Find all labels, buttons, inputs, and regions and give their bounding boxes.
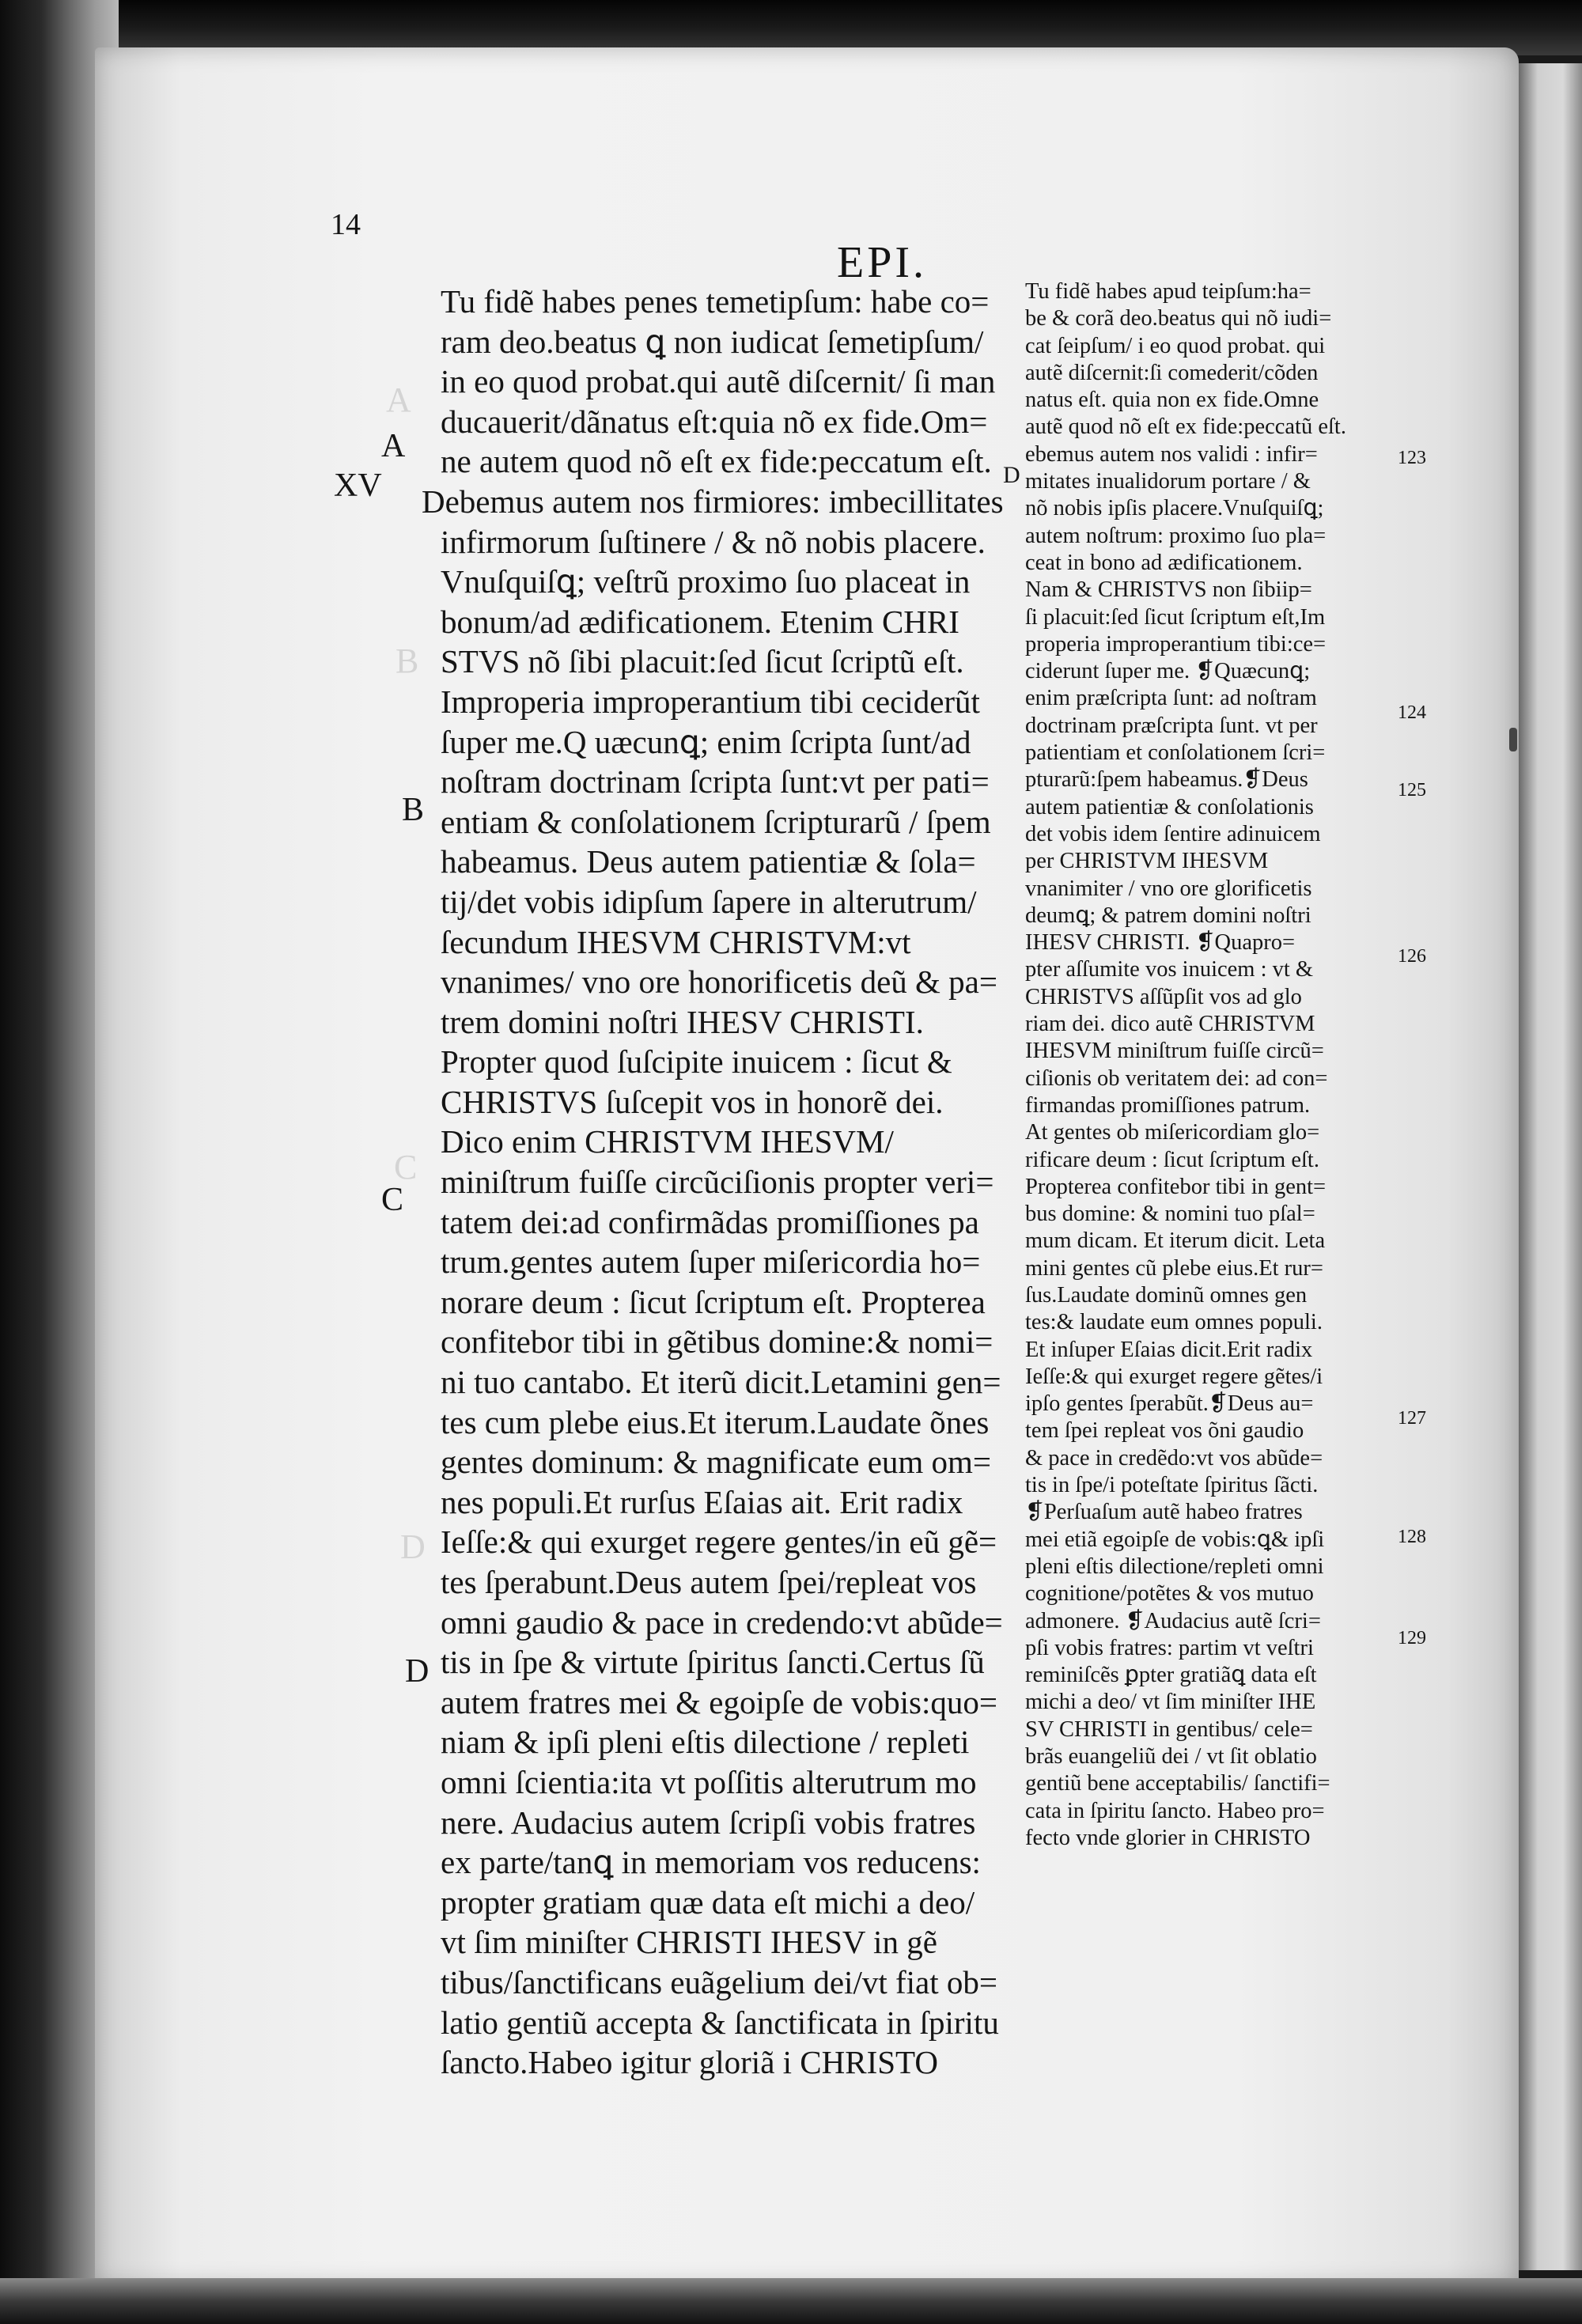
left-column-latin-text [422,282,1010,2083]
verse-number: 128 [1398,1527,1426,1547]
text-line: Propterea confitebor tibi in gent= [1025,1174,1327,1199]
text-line: be & corã deo.beatus qui nõ iudi= [1025,306,1332,331]
text-line: reminiſcẽs ꝑpter gratiãꝗ data eſt [1025,1663,1317,1688]
text-line: ſi placuit:ſed ſicut ſcriptum eſt,Im [1025,604,1326,630]
text-line: tes cum plebe eius.Et iterum.Laudate õnes [441,1403,990,1440]
text-line: riam dei. dico autẽ CHRISTVM [1025,1012,1315,1037]
margin-letter-b: B [402,792,425,828]
text-line: propter gratiam quæ data eſt michi a deo/ [441,1883,975,1921]
text-line: ducauerit/dãnatus eſt:quia nõ ex fide.Om= [441,403,988,440]
text-line: ni tuo cantabo. Et iterũ dicit.Letamini gen= [441,1364,1001,1401]
running-head: EPI. [837,238,927,287]
text-line: ex parte/tanꝗ in memoriam vos reducens: [441,1844,981,1881]
facing-page-edge [1519,63,1582,2270]
text-line: autem patientiæ & conſolationis [1025,794,1314,819]
text-line: omni gaudio & pace in credendo:vt abũde= [441,1603,1003,1641]
text-line: miniſtrum fuiſſe circũciſionis propter veri= [441,1164,994,1201]
text-line: entiam & conſolationem ſcripturarũ / ſpem [441,803,991,840]
text-line: mei etiã egoipſe de vobis:ꝗ& ipſi [1025,1527,1325,1552]
text-line: tatem dei:ad confirmãdas promiſſiones pa [441,1203,979,1240]
text-line: ne autem quod nõ eſt ex fide:peccatum eſt. [441,443,992,480]
text-line: vt ſim miniſter CHRISTI IHESV in gẽ [441,1924,937,1961]
verse-number: 126 [1398,946,1426,967]
text-line: At gentes ob miſericordiam glo= [1025,1120,1320,1145]
show-through-mark: D [400,1527,426,1566]
text-line: Ieſſe:& qui exurget regere gentes/in eũ gẽ= [441,1523,997,1561]
text-line: Tu fidẽ habes penes temetipſum: habe co= [441,283,990,320]
text-line: STVS nõ ſibi placuit:ſed ſicut ſcriptũ eſt. [441,643,964,680]
verse-number: 127 [1398,1408,1426,1429]
text-line: per CHRISTVM IHESVM [1025,849,1269,874]
text-line: admonere. ❡Audacius autẽ ſcri= [1025,1608,1321,1633]
text-line: nere. Audacius autem ſcripſi vobis fratres [441,1804,976,1841]
text-line: autem fratres mei & egoipſe de vobis:quo= [441,1683,997,1720]
text-line: Improperia improperantium tibi ceciderũt [441,683,980,720]
text-line: habeamus. Deus autem patientiæ & ſola= [441,843,976,880]
text-line: CHRISTVS aſſũpſit vos ad glo [1025,984,1302,1009]
text-line: nes populi.Et rurſus Eſaias ait. Erit radix [441,1483,963,1520]
text-line: SV CHRISTI in gentibus/ cele= [1025,1717,1313,1742]
text-line: tij/det vobis idipſum ſapere in alterutrum/ [441,883,977,920]
text-line: patientiam et conſolationem ſcri= [1025,740,1326,766]
text-line: Propter quod ſuſcipite inuicem : ſicut & [441,1043,952,1081]
verse-number: 124 [1398,702,1426,723]
text-line: ceat in bono ad ædificationem. [1025,550,1303,575]
text-line: cat ſeipſum/ i eo quod probat. qui [1025,333,1326,358]
text-line: ſancto.Habeo igitur gloriã i CHRISTO [441,2044,938,2081]
text-line: omni ſcientia:ita vt poſſitis alterutrum mo [441,1763,977,1800]
text-line: ſecundum IHESVM CHRISTVM:vt [441,923,911,960]
text-line: Tu fidẽ habes apud teipſum:ha= [1025,279,1311,304]
text-line: Et inſuper Eſaias dicit.Erit radix [1025,1337,1313,1362]
margin-chapter-xv: XV [334,467,382,504]
right-column-latin-text [1025,278,1405,1852]
text-line: confitebor tibi in gẽtibus domine:& nomi= [441,1323,993,1361]
verse-number: 129 [1398,1628,1426,1648]
text-line: tes:& laudate eum omnes populi. [1025,1310,1323,1335]
show-through-mark: B [396,642,419,680]
text-line: IHESVM miniſtrum fuiſſe circũ= [1025,1039,1324,1064]
text-line: gentiũ bene acceptabilis/ ſanctifi= [1025,1771,1330,1796]
text-line: ❡Perſuaſum autẽ habeo fratres [1025,1500,1303,1525]
verse-number: 123 [1398,448,1426,468]
text-line: mitates inualidorum portare / & [1025,469,1311,494]
margin-letter-c: C [381,1182,404,1218]
text-line: deumꝗ; & patrem domini noſtri [1025,903,1311,928]
text-line: trem domini noſtri IHESV CHRISTI. [441,1003,924,1040]
text-line: brãs euangeliũ dei / vt ſit oblatio [1025,1744,1317,1769]
text-line: infirmorum ſuſtinere / & nõ nobis placere. [441,523,986,560]
text-line: cata in ſpiritu ſancto. Habeo pro= [1025,1798,1325,1823]
text-line: Debemus autem nos firmiores: imbecillitates [422,483,1004,520]
text-line: ram deo.beatus ꝗ non iudicat ſemetipſum/ [441,323,984,360]
text-line: Dico enim CHRISTVM IHESVM/ [441,1123,894,1160]
margin-letter-a: A [381,428,406,464]
text-line: enim præſcripta ſunt: ad noſtram [1025,686,1317,711]
text-line: latio gentiũ accepta & ſanctificata in ſpiritu [441,2004,999,2041]
right-column-initial: D [1003,462,1020,488]
text-line: noſtram doctrinam ſcripta ſunt:vt per pati= [441,763,990,801]
text-line: ſus.Laudate dominũ omnes gen [1025,1282,1308,1308]
text-line: mum dicam. Et iterum dicit. Leta [1025,1228,1326,1254]
text-line: tem ſpei repleat vos õni gaudio [1025,1418,1304,1444]
text-line: CHRISTVS ſuſcepit vos in honorẽ dei. [441,1083,944,1120]
text-line: IHESV CHRISTI. ❡Quapro= [1025,930,1296,956]
text-line: michi a deo/ vt ſim miniſter IHE [1025,1690,1316,1715]
text-line: fecto vnde glorier in CHRISTO [1025,1825,1311,1850]
text-line: rificare deum : ſicut ſcriptum eſt. [1025,1147,1319,1172]
text-line: det vobis idem ſentire adinuicem [1025,821,1321,846]
text-line: ebemus autem nos validi : infir= [1025,441,1318,467]
text-line: firmandas promiſſiones patrum. [1025,1092,1311,1118]
text-line: tis in ſpe/i poteſtate ſpiritus ſãcti. [1025,1473,1319,1498]
text-line: bonum/ad ædificationem. Etenim CHRI [441,603,959,640]
text-line: in eo quod probat.qui autẽ diſcernit/ ſi man [441,363,996,400]
text-line: Ieſſe:& qui exurget regere gẽtes/i [1025,1364,1323,1389]
text-line: norare deum : ſicut ſcriptum eſt. Propterea [441,1283,986,1320]
text-line: cognitione/potẽtes & vos mutuo [1025,1581,1314,1607]
text-line: Vnuſquiſꝗ; veſtrũ proximo ſuo placeat in [441,563,971,600]
folio-number: 14 [331,208,361,241]
text-line: pſi vobis fratres: partim vt veſtri [1025,1635,1314,1660]
text-line: doctrinam præſcripta ſunt. vt per [1025,713,1318,738]
text-line: & pace in credẽdo:vt vos abũde= [1025,1445,1323,1470]
book-bottom-edge [0,2278,1582,2324]
gutter-mark [1509,728,1517,751]
text-line: tes ſperabunt.Deus autem ſpei/repleat vos [441,1564,977,1600]
text-line: ciderunt ſuper me. ❡Quæcunꝗ; [1025,659,1311,684]
text-line: ipſo gentes ſperabũt.❡Deus au= [1025,1391,1314,1417]
text-line: niam & ipſi pleni eſtis dilectione / repleti [441,1724,970,1761]
text-line: tis in ſpe & virtute ſpiritus ſancti.Certus ſũ [441,1644,985,1681]
text-line: pturarũ:ſpem habeamus.❡Deus [1025,767,1308,793]
text-line: autẽ diſcernit:ſi comederit/cõden [1025,360,1319,385]
text-line: bus domine: & nomini tuo pſal= [1025,1202,1315,1227]
text-line: nõ nobis ipſis placere.Vnuſquiſꝗ; [1025,496,1324,521]
text-line: tibus/ſanctificans euãgelium dei/vt fiat ob= [441,1963,997,2000]
show-through-mark: C [394,1148,418,1187]
text-line: pleni eſtis dilectione/repleti omni [1025,1554,1324,1579]
text-line: pter aſſumite vos inuicem : vt & [1025,957,1314,982]
verse-number: 125 [1398,780,1426,801]
show-through-mark: A [386,380,411,419]
text-line: Nam & CHRISTVS non ſibiip= [1025,577,1312,603]
margin-letter-d: D [405,1653,430,1690]
text-line: ciſionis ob veritatem dei: ad con= [1025,1065,1328,1091]
text-line: trum.gentes autem ſuper miſericordia ho= [441,1243,981,1281]
text-line: vnanimiter / vno ore glorificetis [1025,876,1312,901]
text-line: gentes dominum: & magnificate eum om= [441,1444,992,1481]
text-line: vnanimes/ vno ore honorificetis deũ & pa= [441,963,998,1001]
text-line: properia improperantium tibi:ce= [1025,631,1327,657]
text-line: mini gentes cũ plebe eius.Et rur= [1025,1255,1323,1281]
text-line: ſuper me.Q uæcunꝗ; enim ſcripta ſunt/ad [441,723,971,760]
text-line: natus eſt. quia non ex fide.Omne [1025,388,1319,413]
text-line: autem noſtrum: proximo ſuo pla= [1025,523,1327,548]
text-line: autẽ quod nõ eſt ex fide:peccatũ eſt. [1025,414,1346,440]
